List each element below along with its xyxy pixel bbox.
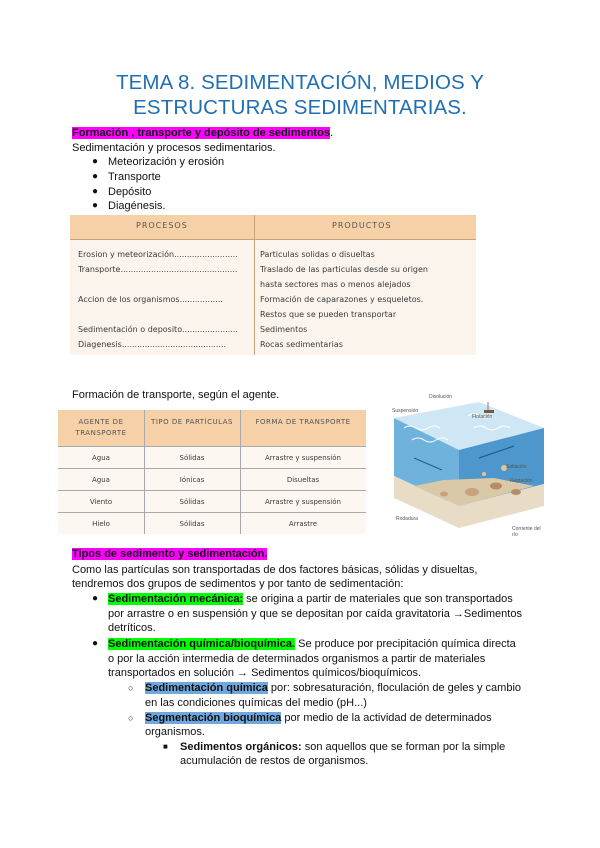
list-item: Transporte — [108, 171, 161, 183]
text-mecanica: se origina a partir de materiales que son transportados — [243, 593, 513, 605]
agent-header-forma: FORMA DE TRANSPORTE — [255, 418, 351, 426]
product-cell: Particulas solidas o disueltas — [260, 250, 375, 259]
diagram-label: Corriente del río — [512, 526, 541, 538]
process-cell: Sedimentación o deposito...................... — [78, 325, 238, 334]
bullet-dot: ● — [92, 638, 99, 649]
agent-cell: Agua — [92, 476, 110, 484]
process-header-productos: PRODUCTOS — [332, 221, 392, 230]
bullet-square: ■ — [163, 742, 168, 751]
list-item-quimica — [108, 637, 516, 651]
text-line: detríticos. — [108, 622, 156, 634]
text-sed-organicos: son aquellos que se forman por la simple — [301, 741, 506, 753]
process-header-procesos: PROCESOS — [136, 221, 188, 230]
section2-intro-line: Como las partículas son transportadas de dos factores básicas, sólidas y disueltas, — [72, 564, 478, 576]
product-cell: Rocas sedimentarias — [260, 340, 343, 349]
process-cell: Diagenesis......................................... — [78, 340, 227, 349]
divider — [58, 512, 366, 513]
agent-header-tipo: TIPO DE PARTÍCULAS — [151, 418, 233, 426]
agent-table — [58, 410, 366, 534]
section2-heading-text: Tipos de sedimento y sedimentación. — [72, 548, 268, 560]
divider — [254, 215, 255, 355]
section1-intro: Sedimentación y procesos sedimentarios. — [72, 142, 276, 154]
product-cell: Restos que se pueden transportar — [260, 310, 397, 319]
list-item: Meteorización y erosión — [108, 156, 225, 168]
bullet-dot: ● — [92, 156, 99, 167]
transport-diagram — [384, 388, 546, 540]
section2-intro-line: tendremos dos grupos de sedimentos y por tanto de sedimentación: — [72, 578, 404, 590]
agent-cell: Arrastre — [288, 520, 318, 528]
text-seg-bioquimica: por medio de la actividad de determinados — [281, 712, 492, 724]
diagram-label: Flotación — [472, 414, 493, 420]
bullet-dot: ● — [92, 200, 99, 211]
section1-heading-suffix: . — [329, 127, 333, 139]
text-sed-quimica: por: sobresaturación, floculación de geles y cambio — [267, 682, 522, 694]
text-line: en las condiciones químicas del medio (pH...) — [145, 697, 367, 709]
agent-cell: Sólidas — [179, 520, 205, 528]
title-line-1: TEMA 8. SEDIMENTACIÓN, MEDIOS Y — [116, 71, 484, 94]
term-sed-quimica: Sedimentación química — [145, 682, 268, 694]
agent-intro: Formación de transporte, según el agente. — [72, 389, 280, 401]
agent-header-agente: AGENTE DE TRANSPORTE — [75, 418, 127, 437]
bullet-circle: ○ — [128, 713, 134, 723]
title-line-2: ESTRUCTURAS SEDIMENTARIAS. — [133, 96, 467, 119]
section2-heading — [72, 547, 267, 561]
diagram-label: Disolución — [429, 394, 453, 400]
agent-cell: Iónicas — [179, 476, 205, 484]
list-item: Depósito — [108, 186, 152, 198]
term-quimica: Sedimentación química/bioquímica. — [108, 638, 296, 650]
agent-cell: Sólidas — [179, 454, 205, 462]
text-line: acumulación de restos de organismos. — [180, 755, 369, 767]
product-cell: Sedimentos — [260, 325, 308, 334]
divider — [240, 410, 241, 534]
page-title — [0, 70, 600, 120]
diagram-label: Saltación — [506, 464, 527, 470]
text-line: organismos. — [145, 726, 205, 738]
divider — [58, 490, 366, 491]
product-cell: Traslado de las particulas desde su origen — [260, 265, 428, 274]
list-item-sed-organicos — [180, 740, 505, 754]
product-cell: hasta sectores mas o menos alejados — [260, 280, 411, 289]
list-item-mecanica — [108, 592, 513, 606]
process-cell: Accion de los organismos................. — [78, 295, 223, 304]
divider — [58, 446, 366, 447]
agent-cell: Viento — [89, 498, 113, 506]
bullet-dot: ● — [92, 593, 99, 604]
term-seg-bioquimica: Segmentación bioquímica — [145, 712, 282, 724]
diagram-label: Rodadura — [396, 516, 418, 522]
product-cell: Formación de caparazones y esqueletos. — [260, 295, 424, 304]
text-line: transportados en solución → Sedimentos químicos/bioquímicos. — [108, 667, 422, 679]
agent-cell: Arrastre y suspensión — [265, 454, 341, 462]
process-cell: Erosion y meteorización......................... — [78, 250, 238, 259]
divider — [58, 468, 366, 469]
agent-cell: Disueltas — [286, 476, 320, 484]
text-quimica: Se produce por precipitación química directa — [295, 638, 516, 650]
process-table — [70, 215, 476, 355]
diagram-label: Reptación — [510, 478, 533, 484]
agent-cell: Hielo — [92, 520, 110, 528]
section1-heading — [72, 126, 333, 140]
list-item-sed-quimica — [145, 681, 521, 695]
bullet-circle: ○ — [128, 683, 134, 693]
divider — [144, 410, 145, 534]
bullet-dot: ● — [92, 171, 99, 182]
term-sed-organicos: Sedimentos orgánicos: — [180, 741, 302, 753]
bullet-dot: ● — [92, 186, 99, 197]
process-table-header — [70, 215, 476, 239]
list-item-seg-bioquimica — [145, 711, 492, 725]
diagram-label: Suspensión — [392, 408, 419, 414]
agent-cell: Sólidas — [179, 498, 205, 506]
term-mecanica: Sedimentación mecánica: — [108, 593, 244, 605]
agent-cell: Agua — [92, 454, 110, 462]
text-line: o por la acción intermedia de determinados organismos a partir de materiales — [108, 653, 486, 665]
text-line: por arrastre o en suspensión y que se depositan por caída gravitatoria →Sedimentos — [108, 608, 522, 620]
section1-heading-text: Formación , transporte y depósito de sedimentos — [72, 127, 330, 139]
divider — [70, 239, 476, 240]
agent-cell: Arrastre y suspensión — [265, 498, 341, 506]
process-cell: Transporte.............................................. — [78, 265, 238, 274]
list-item: Diagénesis. — [108, 200, 166, 212]
